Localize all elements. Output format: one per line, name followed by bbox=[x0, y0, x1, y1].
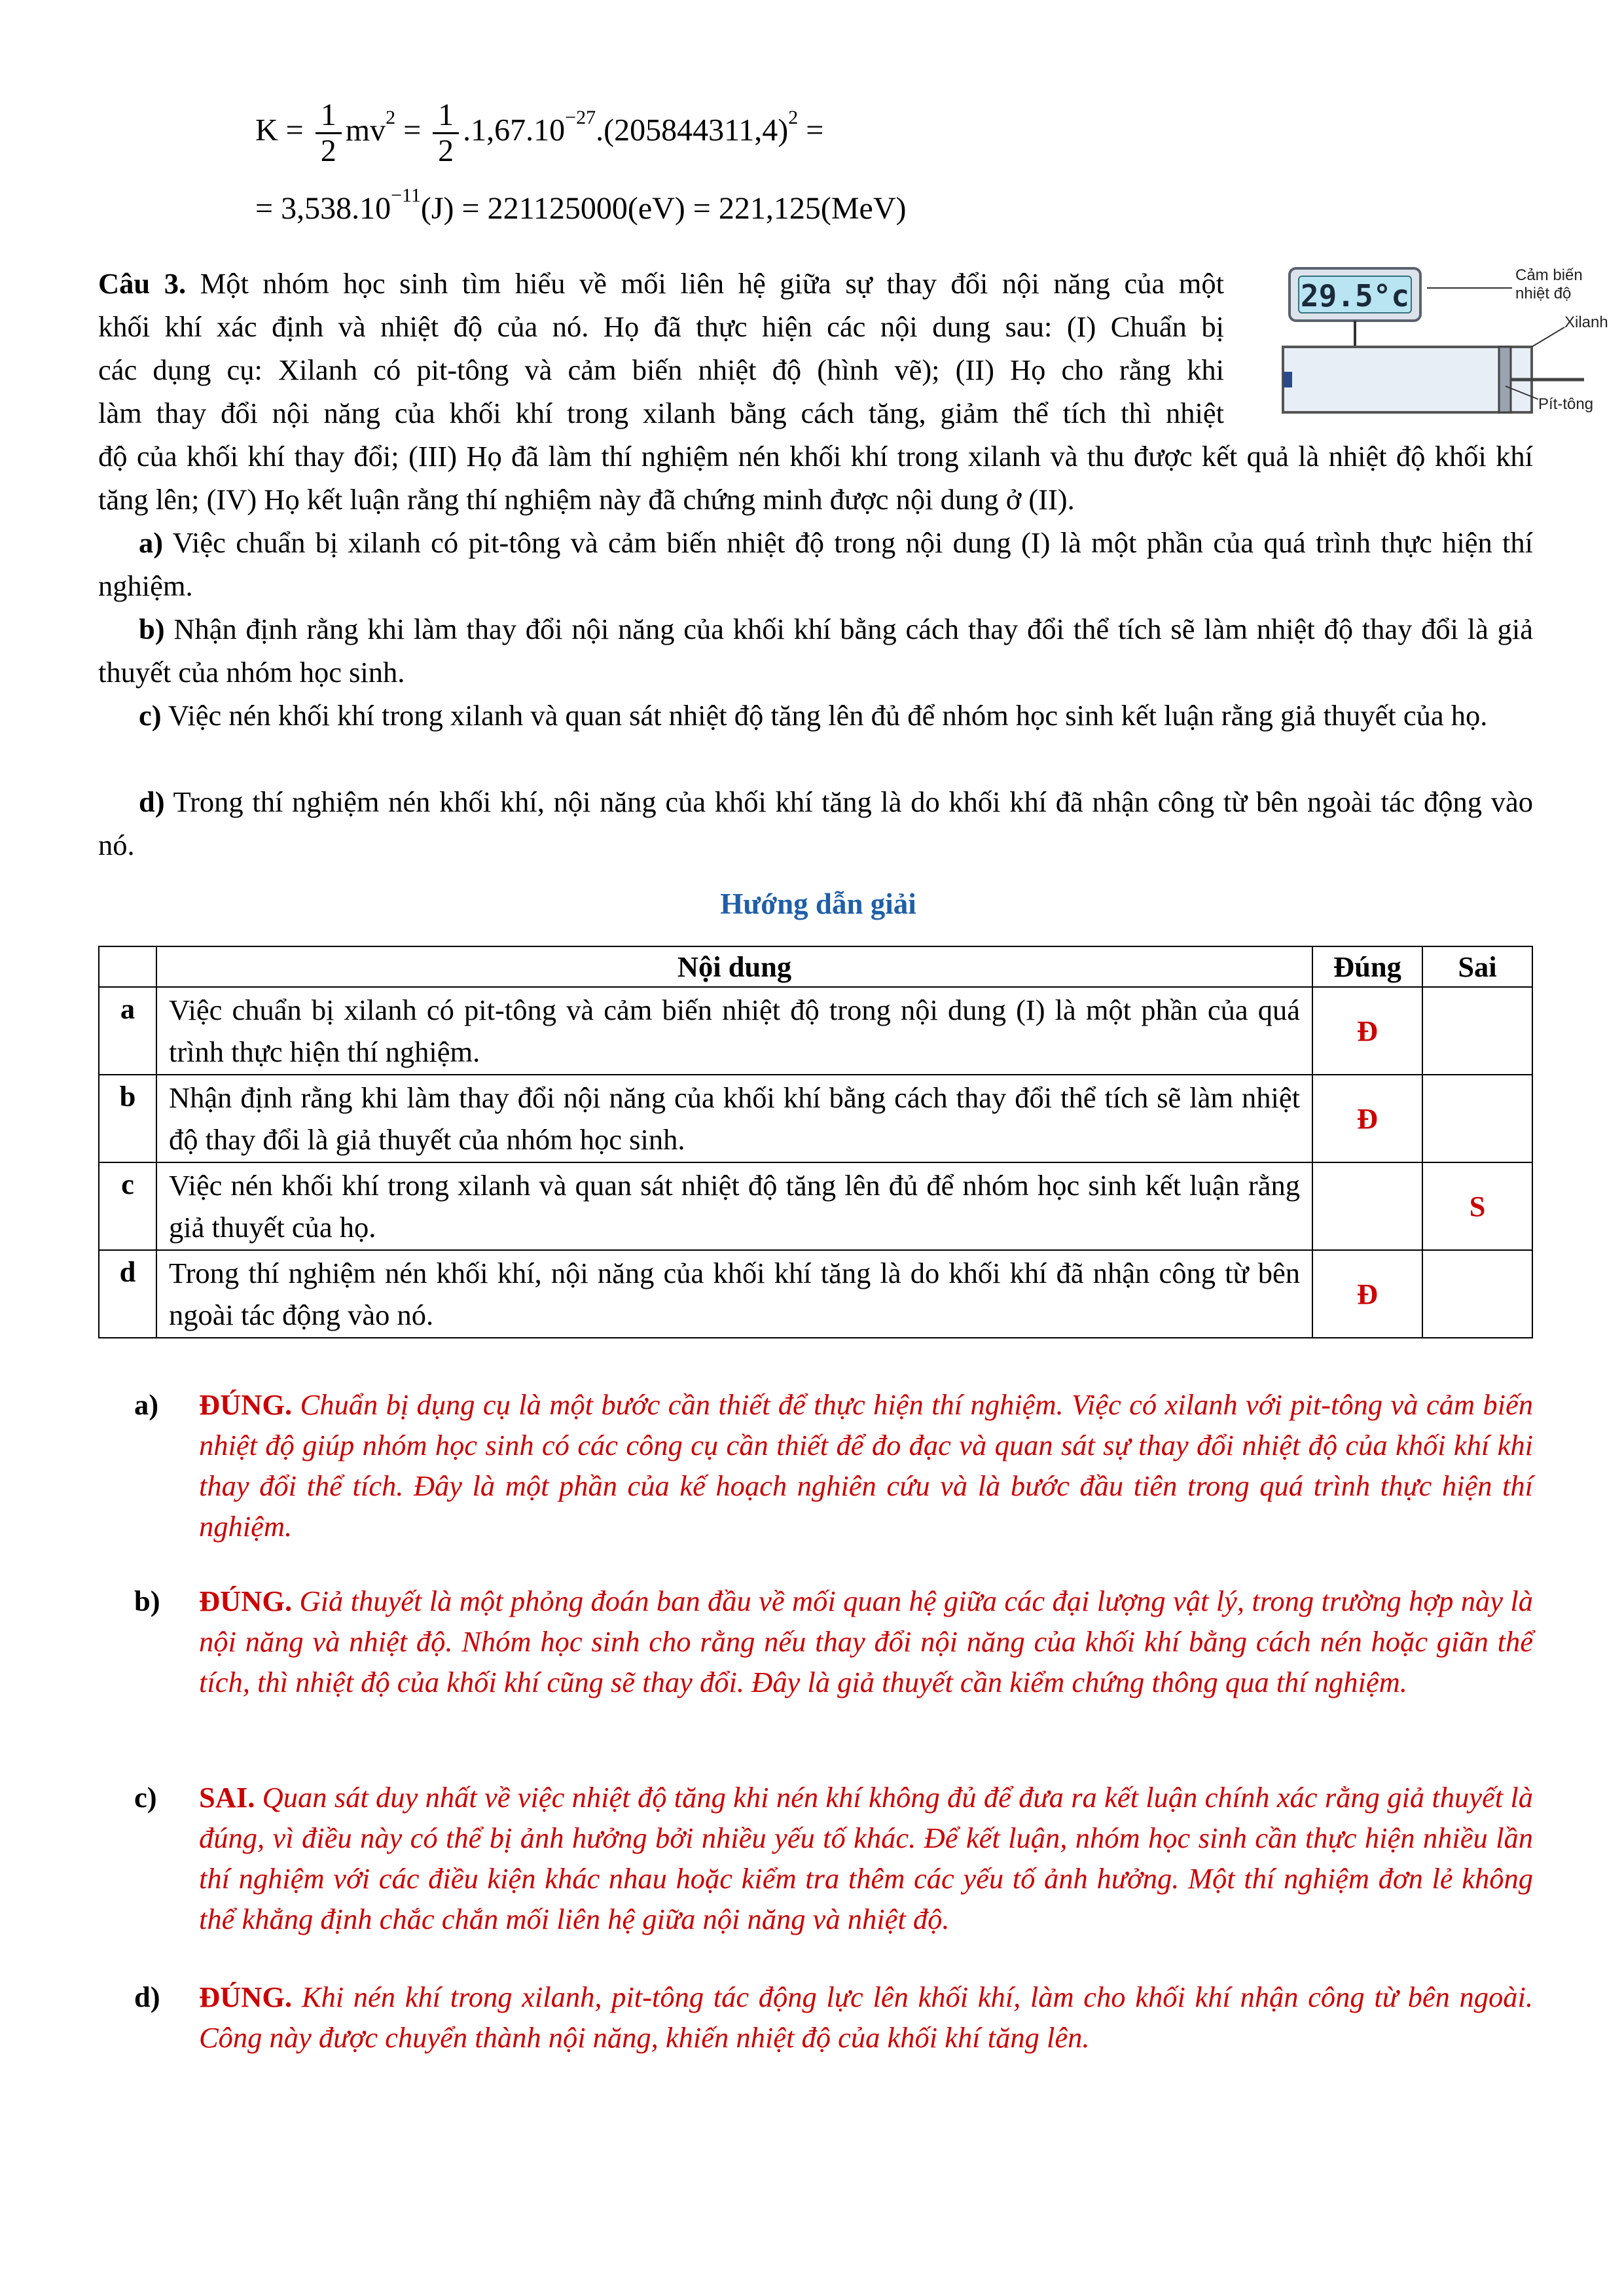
sensor-display-text: 29.5°c bbox=[1300, 278, 1410, 314]
row-content: Việc nén khối khí trong xilanh và quan sát nhiệt độ tăng lên đủ để nhóm học sinh kết luận rằng giả thuyết của họ. bbox=[156, 1162, 1312, 1250]
table-row bbox=[99, 1250, 1532, 1338]
formula-mev-value: 221,125 bbox=[718, 191, 821, 226]
row-true-mark bbox=[1312, 1162, 1422, 1250]
equals-sign: = bbox=[403, 113, 422, 148]
item-text: Nhận định rằng khi làm thay đổi nội năng của khối khí bằng cách thay đổi thể tích sẽ làm nhiệt độ thay đổi là giả thuyết của nhóm học sinh. bbox=[98, 613, 1533, 689]
label-piston: Pít-tông bbox=[1538, 395, 1594, 413]
experiment-figure bbox=[1276, 249, 1624, 425]
formula-line-2 bbox=[255, 185, 907, 226]
row-content: Việc chuẩn bị xilanh có pit-tông và cảm biến nhiệt độ trong nội dung (I) là một phần của quá trình thực hiện thí nghiệm. bbox=[156, 987, 1312, 1075]
explanation-body bbox=[199, 1581, 1533, 1702]
table-row bbox=[99, 1075, 1532, 1162]
row-false-mark bbox=[1422, 1250, 1532, 1338]
intro-line-text: các dụng cụ: Xilanh có pit-tông và cảm biến nhiệt độ (hình vẽ); (II) Họ cho rằng khi bbox=[98, 353, 1224, 386]
unit-ev: (eV) bbox=[627, 191, 685, 226]
equals-sign: = bbox=[461, 191, 480, 226]
item-key: a) bbox=[139, 526, 164, 559]
question-item-a bbox=[98, 521, 1533, 607]
question-item-d bbox=[98, 780, 1533, 867]
fraction-half-2 bbox=[433, 98, 459, 168]
formula-ev-value: 221125000 bbox=[487, 191, 628, 226]
exponent: −11 bbox=[391, 185, 421, 206]
label-sensor-2: nhiệt độ bbox=[1515, 285, 1572, 302]
item-text: Trong thí nghiệm nén khối khí, nội năng của khối khí tăng là do khối khí đã nhận công từ bên ngoài tác động vào nó. bbox=[98, 785, 1533, 861]
header-key bbox=[99, 946, 156, 987]
equals-sign: = bbox=[255, 191, 274, 226]
explanation-verdict: ĐÚNG. bbox=[199, 1981, 293, 2013]
fraction-half bbox=[316, 98, 342, 168]
formula-lhs: K = bbox=[255, 113, 304, 148]
exponent: 2 bbox=[788, 106, 799, 128]
explanation-c bbox=[134, 1777, 1533, 1939]
explanation-text: Chuẩn bị dụng cụ là một bước cần thiết để thực hiện thí nghiệm. Việc có xilanh với pit-tông và cảm biến nhiệt độ giúp nhóm học sinh có các công cụ cần thiết để đo đạc và quan sát sự thay đổi nhiệt độ của khối khí khi thay đổi thể tích. Đây là một phần của kế hoạch nghiên cứu và là bước đầu tiên trong quá trình thực hiện thí nghiệm. bbox=[199, 1388, 1534, 1543]
row-true-mark: Đ bbox=[1312, 987, 1422, 1075]
frac-den: 2 bbox=[320, 134, 336, 168]
explanation-text: Giả thuyết là một phỏng đoán ban đầu về mối quan hệ giữa các đại lượng vật lý, trong trường hợp này là nội năng và nhiệt độ. Nhóm học sinh cho rằng nếu thay đổi nội năng của khối khí bằng cách nén hoặc giãn thể tích, thì nhiệt độ của khối khí cũng sẽ thay đổi. Đây là giả thuyết cần kiểm chứng thông qua thí nghiệm. bbox=[199, 1585, 1534, 1698]
item-key: d) bbox=[139, 785, 165, 818]
row-false-mark: S bbox=[1422, 1162, 1532, 1250]
item-key: b) bbox=[139, 613, 165, 645]
frac-den: 2 bbox=[438, 134, 454, 168]
table-row bbox=[99, 1162, 1532, 1250]
formula-line-1 bbox=[255, 98, 823, 168]
explanation-label: c) bbox=[134, 1781, 157, 1814]
explanation-verdict: ĐÚNG. bbox=[199, 1388, 293, 1421]
row-true-mark: Đ bbox=[1312, 1075, 1422, 1162]
label-sensor: Cảm biến bbox=[1515, 266, 1583, 284]
intro-line bbox=[98, 305, 1224, 348]
formula-mv: mv bbox=[345, 113, 386, 148]
cylinder-sensor-diagram bbox=[1276, 249, 1624, 425]
row-false-mark bbox=[1422, 1075, 1532, 1162]
unit-mev: (MeV) bbox=[820, 191, 907, 226]
question-intro bbox=[98, 262, 1224, 435]
solution-heading: Hướng dẫn giải bbox=[720, 888, 916, 920]
unit-joule: (J) bbox=[420, 191, 454, 226]
row-content: Nhận định rằng khi làm thay đổi nội năng của khối khí bằng cách thay đổi thể tích sẽ làm nhiệt độ thay đổi là giả thuyết của nhóm học sinh. bbox=[156, 1075, 1312, 1162]
intro-line bbox=[98, 348, 1224, 391]
row-key: d bbox=[99, 1250, 156, 1338]
formula-mass: .1,67.10 bbox=[463, 113, 566, 148]
label-cylinder: Xilanh bbox=[1564, 314, 1608, 331]
item-key: c) bbox=[139, 699, 162, 732]
exponent: −27 bbox=[565, 106, 596, 128]
question-intro-rest: độ của khối khí thay đổi; (III) Họ đã làm thí nghiệm nén khối khí trong xilanh và thu được kết quả là nhiệt độ khối khí tăng lên; (IV) Họ kết luận rằng thí nghiệm này đã chứng minh được nội dung ở (II). bbox=[98, 440, 1533, 516]
header-true: Đúng bbox=[1312, 946, 1422, 987]
explanation-text: Quan sát duy nhất về việc nhiệt độ tăng khi nén khí không đủ để đưa ra kết luận chính xác rằng giả thuyết là đúng, vì điều này có thể bị ảnh hưởng bởi nhiều yếu tố khác. Để kết luận, nhóm học sinh cần thực hiện nhiều lần thí nghiệm với các điều kiện khác nhau hoặc kiểm tra thêm các yếu tố ảnh hưởng. Một thí nghiệm đơn lẻ không thể khẳng định chắc chắn mối liên hệ giữa nội năng và nhiệt độ. bbox=[199, 1781, 1533, 1935]
frac-num: 1 bbox=[316, 98, 342, 134]
intro-line bbox=[98, 262, 1224, 305]
intro-line-text: làm thay đổi nội năng của khối khí trong xilanh bằng cách tăng, giảm thể tích thì nhiệt bbox=[98, 397, 1224, 429]
table-row bbox=[99, 987, 1532, 1075]
explanation-verdict: ĐÚNG. bbox=[199, 1585, 293, 1617]
explanation-verdict: SAI. bbox=[199, 1781, 255, 1814]
frac-num: 1 bbox=[433, 98, 459, 134]
explanation-text: Khi nén khí trong xilanh, pit-tông tác động lực lên khối khí, làm cho khối khí nhận công từ bên ngoài. Công này được chuyển thành nội năng, khiến nhiệt độ của khối khí tăng lên. bbox=[199, 1981, 1534, 2054]
row-key: a bbox=[99, 987, 156, 1075]
row-true-mark: Đ bbox=[1312, 1250, 1422, 1338]
header-false: Sai bbox=[1422, 946, 1532, 987]
item-text: Việc chuẩn bị xilanh có pit-tông và cảm biến nhiệt độ trong nội dung (I) là một phần của quá trình thực hiện thí nghiệm. bbox=[98, 526, 1534, 602]
explanation-label: b) bbox=[134, 1585, 160, 1617]
row-key: c bbox=[99, 1162, 156, 1250]
explanation-label: d) bbox=[134, 1981, 160, 2013]
explanation-b bbox=[134, 1581, 1533, 1702]
equals-sign: = bbox=[806, 113, 824, 148]
explanation-body bbox=[199, 1777, 1533, 1939]
formula-dot: . bbox=[596, 113, 604, 148]
equals-sign: = bbox=[693, 191, 711, 226]
exponent: 2 bbox=[386, 106, 396, 128]
row-content: Trong thí nghiệm nén khối khí, nội năng của khối khí tăng là do khối khí đã nhận công từ bên ngoài tác động vào nó. bbox=[156, 1250, 1312, 1338]
intro-line-text: Một nhóm học sinh tìm hiểu về mối liên hệ giữa sự thay đổi nội năng của một bbox=[200, 267, 1225, 300]
explanation-label: a) bbox=[134, 1388, 159, 1421]
question-item-c bbox=[98, 694, 1533, 737]
explanation-a bbox=[134, 1384, 1533, 1547]
question-item-b bbox=[98, 607, 1533, 694]
row-key: b bbox=[99, 1075, 156, 1162]
question-label: Câu 3. bbox=[98, 267, 187, 300]
header-content: Nội dung bbox=[156, 946, 1312, 987]
intro-line-text: khối khí xác định và nhiệt độ của nó. Họ đã thực hiện các nội dung sau: (I) Chuẩn bị bbox=[98, 310, 1224, 343]
explanation-d bbox=[134, 1977, 1533, 2058]
item-text: Việc nén khối khí trong xilanh và quan sát nhiệt độ tăng lên đủ để nhóm học sinh kết luận rằng giả thuyết của họ. bbox=[168, 699, 1488, 732]
table-header-row bbox=[99, 946, 1532, 987]
formula-value: 3,538.10 bbox=[281, 191, 391, 226]
explanation-body bbox=[199, 1384, 1533, 1547]
answer-table bbox=[98, 946, 1533, 1338]
intro-line bbox=[98, 391, 1224, 435]
explanation-body bbox=[199, 1977, 1533, 2058]
formula-velocity: (205844311,4) bbox=[604, 113, 789, 148]
row-false-mark bbox=[1422, 987, 1532, 1075]
